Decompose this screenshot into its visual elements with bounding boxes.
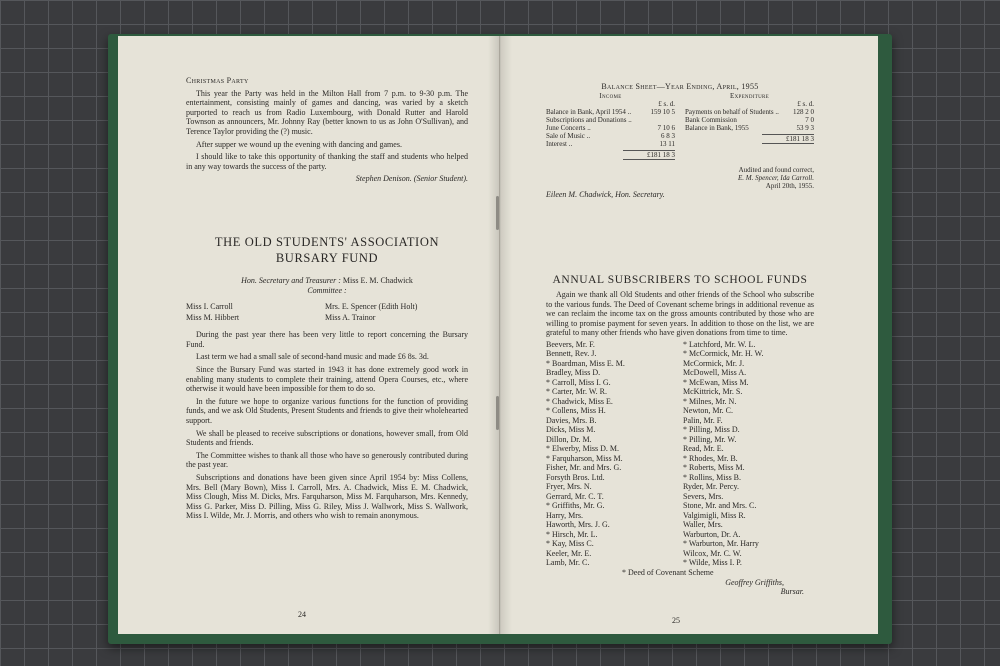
ledger-amount: 13 11 [659, 140, 675, 148]
subscriber-name: * Collens, Miss H. [546, 406, 606, 416]
subscriber-name: Waller, Mrs. [683, 520, 723, 530]
fund-paragraph: Last term we had a small sale of second-hand music and made £6 8s. 3d. [196, 352, 429, 362]
ledger-amount: 159 10 5 [650, 108, 675, 116]
hon-secretary: Eileen M. Chadwick, Hon. Secretary. [546, 190, 665, 199]
committee-label: Committee : [307, 285, 347, 295]
subscriber-name: * Griffiths, Mr. G. [546, 501, 605, 511]
secretary-name: Miss E. M. Chadwick [342, 276, 413, 285]
party-paragraph: After supper we wound up the evening with dancing and games. [196, 139, 402, 149]
subscriber-column-left [546, 340, 677, 568]
subscriber-name: Dicks, Miss M. [546, 425, 596, 435]
staple [496, 396, 499, 430]
subscriber-name: * Boardman, Miss E. M. [546, 358, 625, 368]
subscriber-name: * Milnes, Mr. N. [683, 396, 737, 406]
signature: Stephen Denison. (Senior Student). [355, 174, 468, 184]
ledger-label: Bank Commission [685, 116, 737, 124]
ledger-amount: 7 0 [805, 116, 814, 124]
covenant-note: * Deed of Covenant Scheme [622, 567, 714, 577]
ledger-amount: 53 9 3 [796, 124, 814, 132]
subscriber-name: * McEwan, Miss M. [683, 377, 749, 387]
ledger-row [546, 140, 675, 148]
subscriber-name: Ryder, Mr. Percy. [683, 482, 739, 492]
bursary-fund-section [186, 234, 468, 524]
left-page [118, 36, 500, 634]
subscriber-name: Beevers, Mr. F. [546, 339, 595, 349]
fund-paragraphs [186, 330, 468, 521]
lsd-header: £ s. d. [797, 100, 814, 108]
fund-paragraph: Since the Bursary Fund was started in 1943 it has done extremely good work in enabling many students to complete their training, attend Opera Courses, etc., where otherwise it would have been impossible for them to do so. [186, 364, 468, 394]
subscriber-name: Severs, Mrs. [683, 491, 724, 501]
auditors: E. M. Spencer, Ida Carroll. [738, 174, 814, 182]
subscriber-name: Harry, Mrs. [546, 510, 584, 520]
subscriber-name: McDowell, Miss A. [683, 368, 747, 378]
subscriber-name: * Carter, Mr. W. R. [546, 387, 608, 397]
fund-paragraph: During the past year there has been very little to report concerning the Bursary Fund. [186, 330, 468, 349]
fund-paragraph: Subscriptions and donations have been given since April 1954 by: Miss Collens, Mrs. Bell (Mary Bown), Miss I. Carroll, Mrs. A. Chadwick, Miss E. M. Chadwick, Miss Clough, Miss M. Dicks, Mrs. Farquharson, Miss M. Farquharson, Mrs. Kennedy, Miss G. Parker, Miss D. Pilling, Miss G. Riley, Miss J. Wallwork, Miss S. Wallwork, Miss I. Wilde, Mr. J. Morris, and others who wish to remain anonymous. [186, 472, 468, 521]
association-title: THE OLD STUDENTS' ASSOCIATION [214, 235, 440, 249]
subscriber-name: Warburton, Dr. A. [683, 529, 741, 539]
fund-paragraph: In the future we hope to organize various functions for the function of providing funds, and we ask Old Students, Present Students and friends to give their wholehearted support. [186, 396, 468, 425]
subscribers-paragraph: Again we thank all Old Students and other friends of the School who subscribe to the various funds. The Deed of Covenant scheme brings in additional revenue as we can reclaim the income tax on the gross amounts contributed by those who are willing to promise payment for seven years. In addition to those on the list, we are grateful to many other friends who have given donations from time to time. [546, 290, 814, 338]
subscriber-name: * Hirsch, Mr. L. [546, 529, 598, 539]
committee-list [186, 301, 468, 323]
ledger-amount [671, 116, 675, 124]
ledger-label: Sale of Music .. [546, 132, 591, 140]
subscriber-name: McKittrick, Mr. S. [683, 387, 743, 397]
ledger-row [685, 108, 814, 116]
subscriber-name: Lamb, Mr. C. [546, 558, 590, 568]
expenditure-rows [685, 108, 814, 132]
subscriber-name: Davies, Mrs. B. [546, 415, 597, 425]
subscriber-name: * Roberts, Miss M. [683, 463, 745, 473]
subscriber-name: Newton, Mr. C. [683, 406, 733, 416]
expenditure-column [685, 92, 814, 160]
subscribers-title: ANNUAL SUBSCRIBERS TO SCHOOL FUNDS [552, 274, 808, 286]
ledger-label: Subscriptions and Donations .. [546, 116, 632, 124]
subscriber-name: * Farquharson, Miss M. [546, 453, 623, 463]
subscriber-name: * Elwerby, Miss D. M. [546, 444, 620, 454]
ledger-amount: 128 2 0 [793, 108, 814, 116]
ledger-row [685, 124, 814, 132]
subscriber-name: Keeler, Mr. E. [546, 548, 592, 558]
balance-sheet [546, 82, 814, 200]
subscriber-name: Read, Mr. E. [683, 444, 724, 454]
staple [496, 196, 499, 230]
subscriber-name: * Carroll, Miss I. G. [546, 377, 611, 387]
binding-gutter [488, 36, 512, 634]
subscriber-name: * Latchford, Mr. W. L. [683, 339, 756, 349]
party-paragraph: I should like to take this opportunity of thanking the staff and students who helped in any way towards the success of the party. [186, 152, 468, 171]
lsd-header: £ s. d. [658, 100, 675, 108]
subscriber-name: Bennett, Rev. J. [546, 349, 597, 359]
subscriber-name: * McCormick, Mr. H. W. [683, 349, 764, 359]
subscriber-list [546, 340, 814, 568]
subscriber-name: Palin, Mr. F. [683, 415, 723, 425]
right-page [500, 36, 878, 634]
subscriber-name: * Rhodes, Mr. B. [683, 453, 738, 463]
page-number: 24 [298, 610, 306, 619]
income-rows [546, 108, 675, 148]
committee-member: Miss A. Trainor [325, 313, 376, 323]
subscriber-name: Fisher, Mr. and Mrs. G. [546, 463, 622, 473]
ledger-row [685, 116, 814, 124]
ledger-amount: 7 10 6 [657, 124, 675, 132]
fund-paragraph: The Committee wishes to thank all those who have so generously contributed during the past year. [186, 450, 468, 470]
ledger-label: Balance in Bank, 1955 [685, 124, 749, 132]
ledger-label: Interest .. [546, 140, 573, 148]
page-number: 25 [672, 616, 680, 625]
section-heading: Christmas Party [186, 76, 249, 85]
committee-member: Mrs. E. Spencer (Edith Holt) [325, 302, 418, 312]
subscriber-column-right [683, 340, 814, 568]
subscriber-name: * Pilling, Miss D. [683, 425, 740, 435]
ledger-label: Payments on behalf of Students .. [685, 108, 779, 116]
ledger-label: Balance in Bank, April 1954 .. [546, 108, 632, 116]
christmas-party-section [186, 76, 468, 184]
ledger-row [546, 132, 675, 140]
committee-member: Miss M. Hibbert [186, 313, 240, 323]
income-column [546, 92, 675, 160]
subscriber-name: Wilcox, Mr. C. W. [683, 548, 742, 558]
subscribers-section [546, 272, 814, 597]
ledger-amount: 6 8 3 [661, 132, 675, 140]
fund-paragraph: We shall be pleased to receive subscriptions or donations, however small, from Old Students and friends. [186, 428, 468, 448]
committee-member: Miss I. Carroll [186, 302, 233, 312]
party-paragraphs [186, 89, 468, 172]
subscriber-name: * Rollins, Miss B. [683, 472, 742, 482]
balance-sheet-table [546, 92, 814, 160]
subscriber-name: Bradley, Miss D. [546, 368, 601, 378]
ledger-label: June Concerts .. [546, 124, 591, 132]
subscriber-name: * Warburton, Mr. Harry [683, 539, 759, 549]
subscriber-name: Fryer, Mrs. N. [546, 482, 592, 492]
expenditure-label: Expenditure [730, 92, 769, 100]
subscriber-name: Forsyth Bros. Ltd. [546, 472, 605, 482]
subscriber-name: * Wilde, Miss I. P. [683, 558, 742, 568]
subscriber-name: Haworth, Mrs. J. G. [546, 520, 610, 530]
subscriber-name: * Chadwick, Miss E. [546, 396, 613, 406]
party-paragraph: This year the Party was held in the Milton Hall from 7 p.m. to 9-30 p.m. The entertainment, consisting mainly of games and dancing, was varied by a sketch purported to reach us from Radio Luxembourg, with Donald Rutter and Harold Townson as announcers, Mr. Johnny Ray (better known to us as John O'Sullivan), and Terence Taylor providing the (?) music. [186, 88, 468, 136]
balance-sheet-title: Balance Sheet—Year Ending, April, 1955 [601, 82, 759, 91]
expenditure-total: £181 18 3 [762, 134, 814, 144]
subscriber-name: * Pilling, Mr. W. [683, 434, 737, 444]
ledger-row [546, 108, 675, 116]
subscriber-name: McCormick, Mr. J. [683, 358, 745, 368]
audited: Audited and found correct, [738, 166, 814, 174]
audit-date: April 20th, 1955. [765, 182, 814, 190]
income-total: £181 18 3 [623, 150, 675, 160]
bursar-title: Bursar. [780, 587, 804, 597]
bursar-name: Geoffrey Griffiths, [725, 577, 784, 587]
income-label: Income [599, 92, 622, 100]
subscriber-name: Dillon, Dr. M. [546, 434, 592, 444]
subscriber-name: * Kay, Miss C. [546, 539, 594, 549]
ledger-row [546, 116, 675, 124]
subscriber-name: Gerrard, Mr. C. T. [546, 491, 604, 501]
secretary-label: Hon. Secretary and Treasurer : [241, 276, 341, 285]
subscriber-name: Stone, Mr. and Mrs. C. [683, 501, 757, 511]
ledger-row [546, 124, 675, 132]
secretary-line [186, 276, 468, 286]
fund-title: BURSARY FUND [275, 251, 379, 265]
subscriber-name: Valgimigli, Miss R. [683, 510, 746, 520]
